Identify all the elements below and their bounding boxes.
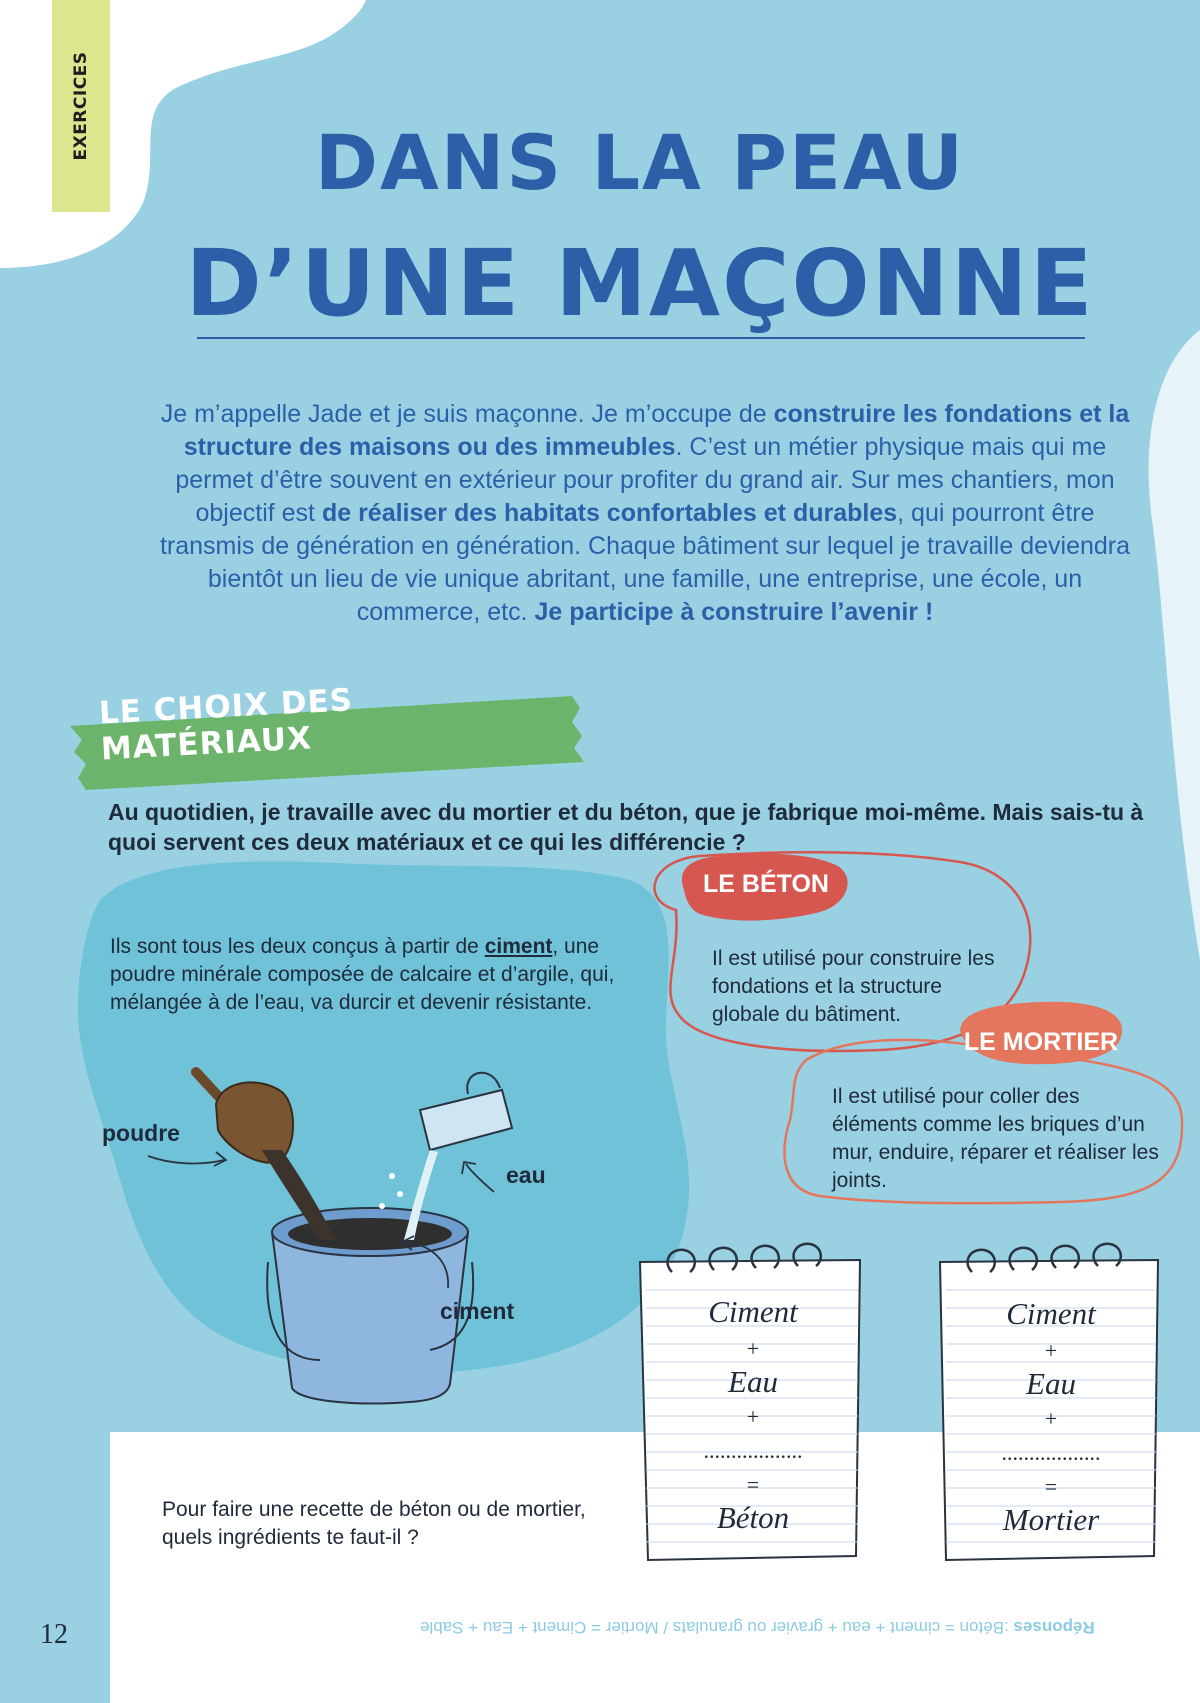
intro-paragraph	[150, 398, 1140, 629]
section-heading: LE CHOIX DES MATÉRIAUX	[98, 682, 354, 768]
notepad2-op2: +	[1044, 1406, 1058, 1431]
title-underline	[197, 337, 1085, 339]
label-eau: eau	[506, 1162, 546, 1188]
notepad2-blank: ..................	[1001, 1440, 1101, 1465]
notepad1-line1: Ciment	[708, 1294, 798, 1329]
beton-tag: LE BÉTON	[703, 870, 829, 898]
notepad1-result: Béton	[716, 1500, 790, 1535]
label-ciment: ciment	[440, 1298, 515, 1324]
section-tab-label: EXERCICES	[71, 51, 91, 161]
answers-upside-down	[420, 1617, 1120, 1637]
ciment-explanation	[110, 933, 630, 1017]
notepad1-line2: Eau	[728, 1364, 778, 1399]
intro-bold-3: Je participe à construire l’avenir !	[534, 598, 934, 626]
notepad1-eq: =	[746, 1472, 760, 1497]
notepad2-eq: =	[1044, 1474, 1058, 1499]
answers-label: Réponses	[1013, 1618, 1095, 1637]
intro-bold-2: de réaliser des habitats confortables et durables	[321, 499, 898, 527]
beton-description: Il est utilisé pour construire les fondations et la structure globale du bâtiment.	[712, 947, 995, 1026]
intro-text-2: . C’est un métier physique mais qui me permet d’être souvent en extérieur pour profiter du grand air. Sur mes chantiers, mon objectif est	[175, 433, 1115, 527]
page-title-line1: DANS LA PEAU	[314, 118, 966, 207]
mortier-description: Il est utilisé pour coller des éléments comme les briques d’un mur, enduire, réparer et réaliser les joints.	[832, 1085, 1159, 1192]
recipe-question: Pour faire une recette de béton ou de mortier, quels ingrédients te faut-il ?	[162, 1498, 586, 1549]
answers-text: :Béton = ciment + eau + gravier ou granulats / Mortier = Ciment + Eau + Sable	[420, 1618, 1014, 1637]
page-number: 12	[40, 1619, 68, 1650]
section-tab	[52, 0, 110, 212]
notepad1-op2: +	[746, 1404, 760, 1429]
notepad2-line2: Eau	[1026, 1366, 1076, 1401]
intro-bold-1: construire les fondations et la structure des maisons ou des immeubles	[183, 400, 1130, 461]
ciment-keyword: ciment	[484, 935, 553, 958]
notepad2-op1: +	[1044, 1338, 1058, 1363]
label-poudre: poudre	[102, 1120, 180, 1146]
notepad2-result: Mortier	[1002, 1502, 1100, 1537]
notepad2-line1: Ciment	[1006, 1296, 1096, 1331]
ciment-text-before: Ils sont tous les deux conçus à partir de	[110, 935, 485, 958]
ciment-text-after: , une poudre minérale composée de calcaire et d’argile, qui, mélangée à de l’eau, va durcir et devenir résistante.	[110, 935, 615, 1014]
notepad1-blank: ..................	[703, 1438, 803, 1463]
intro-text-1: Je m’appelle Jade et je suis maçonne. Je m’occupe de	[160, 400, 774, 428]
materials-question: Au quotidien, je travaille avec du mortier et du béton, que je fabrique moi-même. Mais sais-tu à quoi servent ces deux matériaux et ce qui les différencie ?	[108, 799, 1144, 855]
mortier-tag: LE MORTIER	[963, 1028, 1119, 1056]
notepad1-op1: +	[746, 1336, 760, 1361]
page-title-line2: D’UNE MAÇONNE	[185, 230, 1095, 337]
intro-text-3: , qui pourront être transmis de génération en génération. Chaque bâtiment sur lequel je travaille deviendra bientôt un lieu de vie unique abritant, une famille, une entreprise, une école, un commerce, etc.	[159, 499, 1131, 626]
